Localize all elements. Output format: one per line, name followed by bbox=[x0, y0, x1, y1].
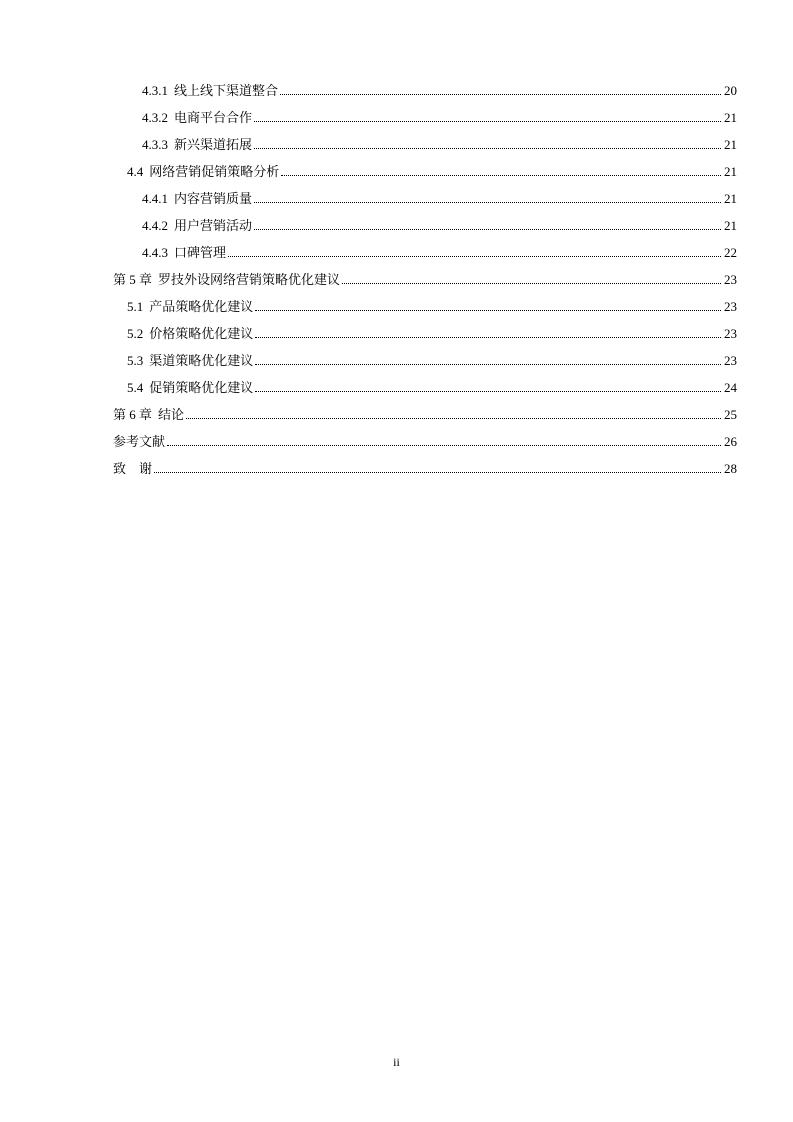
toc-dot-leader bbox=[154, 471, 721, 473]
toc-entry-page: 26 bbox=[724, 434, 737, 449]
toc-entry-number: 4.3.1 bbox=[142, 83, 168, 98]
toc-entry[interactable] bbox=[113, 288, 737, 315]
toc-entry-page: 24 bbox=[724, 380, 737, 395]
toc-entry-page: 23 bbox=[724, 326, 737, 341]
toc-entry-page: 23 bbox=[724, 353, 737, 368]
toc-entry[interactable] bbox=[113, 396, 737, 423]
toc-dot-leader bbox=[254, 201, 721, 203]
toc-entry-title: 参考文献 bbox=[113, 434, 166, 449]
toc-entry[interactable] bbox=[113, 153, 737, 180]
toc-entry-number: 4.4.2 bbox=[142, 218, 168, 233]
toc-dot-leader bbox=[167, 444, 721, 446]
toc-entry-title: 促销策略优化建议 bbox=[149, 380, 254, 395]
toc-dot-leader bbox=[342, 282, 721, 284]
table-of-contents bbox=[113, 72, 737, 477]
page-number: ii bbox=[393, 1055, 400, 1069]
toc-dot-leader bbox=[228, 255, 721, 257]
toc-entry-title: 线上线下渠道整合 bbox=[174, 83, 279, 98]
toc-dot-leader bbox=[254, 228, 721, 230]
toc-entry-number: 4.3.3 bbox=[142, 137, 168, 152]
toc-entry[interactable] bbox=[113, 315, 737, 342]
toc-entry-title: 产品策略优化建议 bbox=[149, 299, 254, 314]
toc-entry-title: 网络营销促销策略分析 bbox=[149, 164, 280, 179]
toc-entry-page: 23 bbox=[724, 299, 737, 314]
toc-dot-leader bbox=[255, 390, 721, 392]
toc-entry-number: 5.1 bbox=[127, 299, 144, 314]
toc-entry-title: 价格策略优化建议 bbox=[149, 326, 254, 341]
toc-dot-leader bbox=[255, 363, 721, 365]
toc-entry-page: 25 bbox=[724, 407, 737, 422]
toc-entry-title: 罗技外设网络营销策略优化建议 bbox=[158, 272, 341, 287]
toc-entry-page: 21 bbox=[724, 137, 737, 152]
toc-entry[interactable] bbox=[113, 423, 737, 450]
toc-entry-page: 28 bbox=[724, 461, 737, 476]
toc-dot-leader bbox=[255, 309, 721, 311]
toc-dot-leader bbox=[186, 417, 721, 419]
toc-entry-number: 5.2 bbox=[127, 326, 144, 341]
toc-entry-page: 21 bbox=[724, 191, 737, 206]
toc-entry-number: 第 6 章 bbox=[113, 407, 153, 422]
toc-entry[interactable] bbox=[113, 450, 737, 477]
toc-entry-title: 电商平台合作 bbox=[174, 110, 253, 125]
toc-entry-number: 4.4 bbox=[127, 164, 144, 179]
toc-entry-page: 20 bbox=[724, 83, 737, 98]
toc-dot-leader bbox=[281, 174, 721, 176]
toc-entry-number: 5.4 bbox=[127, 380, 144, 395]
toc-entry-page: 21 bbox=[724, 218, 737, 233]
toc-entry-title: 用户营销活动 bbox=[174, 218, 253, 233]
toc-dot-leader bbox=[280, 93, 721, 95]
toc-entry-page: 21 bbox=[724, 164, 737, 179]
toc-entry-number: 4.4.1 bbox=[142, 191, 168, 206]
toc-entry[interactable] bbox=[113, 369, 737, 396]
toc-entry-title: 新兴渠道拓展 bbox=[174, 137, 253, 152]
toc-entry-title: 口碑管理 bbox=[174, 245, 227, 260]
toc-entry[interactable] bbox=[113, 99, 737, 126]
toc-entry-title: 内容营销质量 bbox=[174, 191, 253, 206]
toc-entry-page: 22 bbox=[724, 245, 737, 260]
toc-entry-number: 第 5 章 bbox=[113, 272, 153, 287]
toc-entry[interactable] bbox=[113, 180, 737, 207]
toc-dot-leader bbox=[255, 336, 721, 338]
toc-entry-page: 23 bbox=[724, 272, 737, 287]
toc-entry[interactable] bbox=[113, 126, 737, 153]
toc-entry[interactable] bbox=[113, 207, 737, 234]
toc-entry-page: 21 bbox=[724, 110, 737, 125]
toc-dot-leader bbox=[254, 120, 721, 122]
toc-entry[interactable] bbox=[113, 72, 737, 99]
toc-entry[interactable] bbox=[113, 342, 737, 369]
toc-entry-number: 4.4.3 bbox=[142, 245, 168, 260]
toc-dot-leader bbox=[254, 147, 721, 149]
toc-entry-title: 结论 bbox=[158, 407, 185, 422]
toc-entry[interactable] bbox=[113, 261, 737, 288]
toc-entry-number: 5.3 bbox=[127, 353, 144, 368]
toc-entry[interactable] bbox=[113, 234, 737, 261]
toc-entry-title: 渠道策略优化建议 bbox=[149, 353, 254, 368]
toc-entry-title: 致 谢 bbox=[113, 461, 153, 476]
toc-entry-number: 4.3.2 bbox=[142, 110, 168, 125]
